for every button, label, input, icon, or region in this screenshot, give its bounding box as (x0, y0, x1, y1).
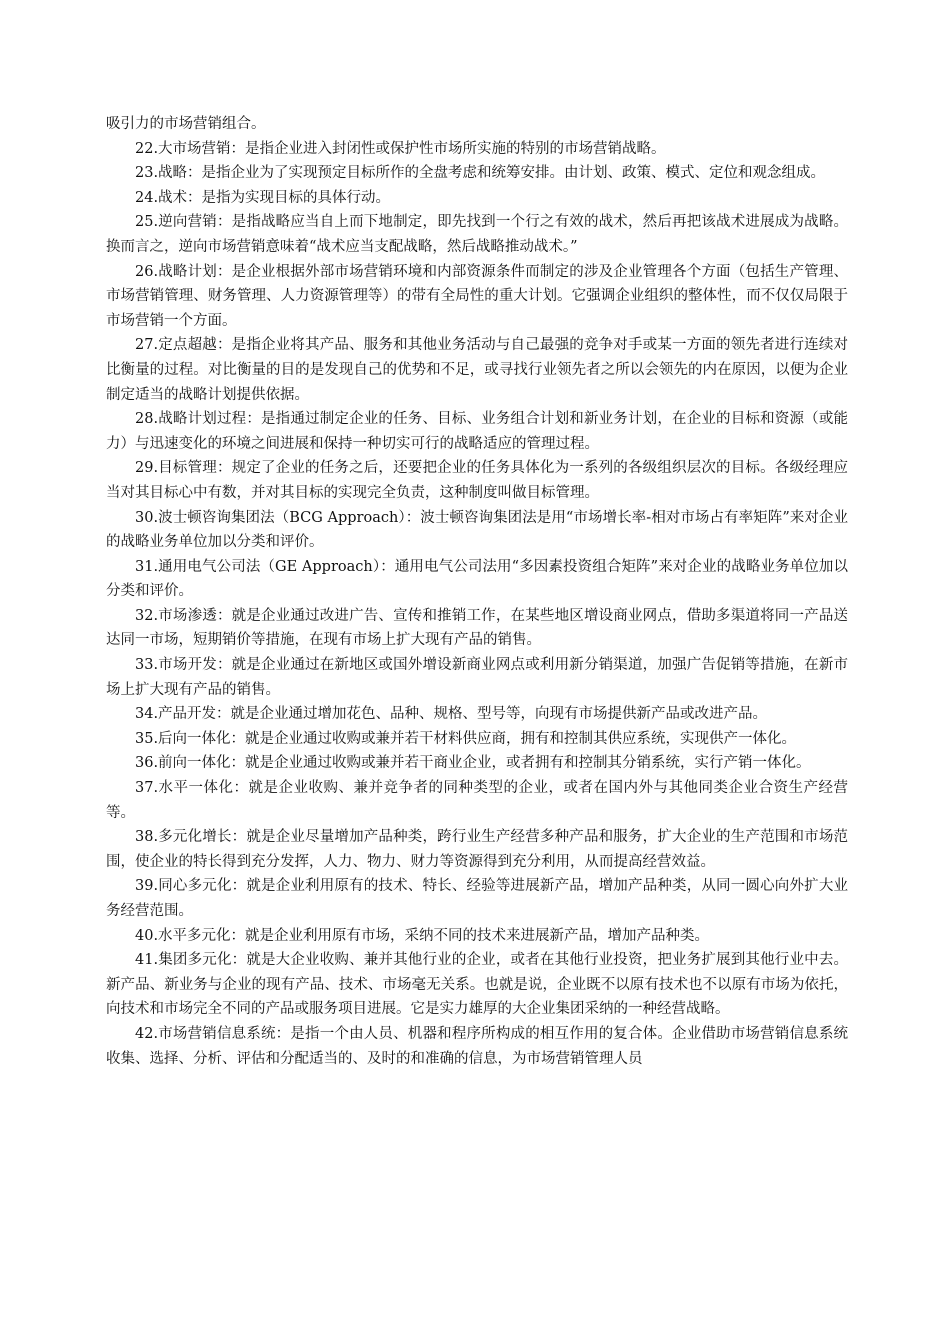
definition-25-reverse-marketing: 25.逆向营销：是指战略应当自上而下地制定，即先找到一个行之有效的战术，然后再把该战术进展成为战略。换而言之，逆向市场营销意味着“战术应当支配战略，然后战略推动战术。” (106, 214, 848, 255)
definition-38-diversification-growth: 38.多元化增长：就是企业尽量增加产品种类，跨行业生产经营多种产品和服务，扩大企业的生产范围和市场范围，使企业的特长得到充分发挥，人力、物力、财力等资源得到充分利用，从而提高经营效益。 (106, 829, 848, 870)
definition-28-strategic-planning-process: 28.战略计划过程：是指通过制定企业的任务、目标、业务组合计划和新业务计划，在企业的目标和资源（或能力）与迅速变化的环境之间进展和保持一种切实可行的战略适应的管理过程。 (106, 411, 848, 452)
definition-32-market-penetration: 32.市场渗透：就是企业通过改进广告、宣传和推销工作，在某些地区增设商业网点，借助多渠道将同一产品送达同一市场，短期销价等措施，在现有市场上扩大现有产品的销售。 (106, 607, 848, 649)
definition-39-concentric-diversification: 39.同心多元化：就是企业利用原有的技术、特长、经验等进展新产品，增加产品种类，从同一圆心向外扩大业务经营范围。 (106, 878, 848, 919)
definition-30-bcg-approach: 30.波士顿咨询集团法（BCG Approach）：波士顿咨询集团法是用“市场增长率-相对市场占有率矩阵”来对企业的战略业务单位加以分类和评价。 (106, 509, 848, 551)
definition-24-tactics: 24.战术：是指为实现目标的具体行动。 (135, 189, 391, 206)
paragraph-continuation: 吸引力的市场营销组合。 (106, 116, 266, 132)
definition-23-strategy: 23.战略：是指企业为了实现预定目标所作的全盘考虑和统筹安排。由计划、政策、模式、定位和观念组成。 (135, 165, 826, 182)
definition-27-benchmarking: 27.定点超越：是指企业将其产品、服务和其他业务活动与自己最强的竞争对手或某一方面的领先者进行连续对比衡量的过程。对比衡量的目的是发现自己的优势和不足，或寻找行业领先者之所以会领先的内在原因，以便为企业制定适当的战略计划提供依据。 (106, 337, 848, 403)
definition-35-backward-integration: 35.后向一体化：就是企业通过收购或兼并若干材料供应商，拥有和控制其供应系统，实现供产一体化。 (135, 730, 797, 747)
definition-42-marketing-information-system: 42.市场营销信息系统：是指一个由人员、机器和程序所构成的相互作用的复合体。企业借助市场营销信息系统收集、选择、分析、评估和分配适当的、及时的和准确的信息，为市场营销管理人员 (106, 1025, 848, 1067)
definition-26-strategic-plan: 26.战略计划：是企业根据外部市场营销环境和内部资源条件而制定的涉及企业管理各个方面（包括生产管理、市场营销管理、财务管理、人力资源管理等）的带有全局性的重大计划。它强调企业组织的整体性，而不仅仅局限于市场营销一个方面。 (106, 263, 848, 329)
definition-40-horizontal-diversification: 40.水平多元化：就是企业利用原有市场，采纳不同的技术来进展新产品，增加产品种类。 (135, 927, 710, 944)
definition-34-product-development: 34.产品开发：就是企业通过增加花色、品种、规格、型号等，向现有市场提供新产品或改进产品。 (135, 706, 768, 723)
definition-33-market-development: 33.市场开发：就是企业通过在新地区或国外增设新商业网点或利用新分销渠道，加强广告促销等措施，在新市场上扩大现有产品的销售。 (106, 657, 848, 698)
definition-29-management-by-objectives: 29.目标管理：规定了企业的任务之后，还要把企业的任务具体化为一系列的各级组织层次的目标。各级经理应当对其目标心中有数，并对其目标的实现完全负责，这种制度叫做目标管理。 (106, 460, 848, 501)
definition-31-ge-approach: 31.通用电气公司法（GE Approach）：通用电气公司法用“多因素投资组合矩阵”来对企业的战略业务单位加以分类和评价。 (106, 558, 848, 600)
definition-36-forward-integration: 36.前向一体化：就是企业通过收购或兼并若干商业企业，或者拥有和控制其分销系统，实行产销一体化。 (135, 755, 811, 772)
definition-41-conglomerate-diversification: 41.集团多元化：就是大企业收购、兼并其他行业的企业，或者在其他行业投资，把业务扩展到其他行业中去。新产品、新业务与企业的现有产品、技术、市场毫无关系。也就是说，企业既不以原有技术也不以原有市场为依托，向技术和市场完全不同的产品或服务项目进展。它是实力雄厚的大企业集团采纳的一种经营战略。 (106, 952, 848, 1018)
document-page (106, 112, 848, 1071)
definition-37-horizontal-integration: 37.水平一体化：就是企业收购、兼并竞争者的同种类型的企业，或者在国内外与其他同类企业合资生产经营等。 (106, 780, 848, 821)
definition-22-mega-marketing: 22.大市场营销：是指企业进入封闭性或保护性市场所实施的特别的市场营销战略。 (135, 140, 666, 157)
